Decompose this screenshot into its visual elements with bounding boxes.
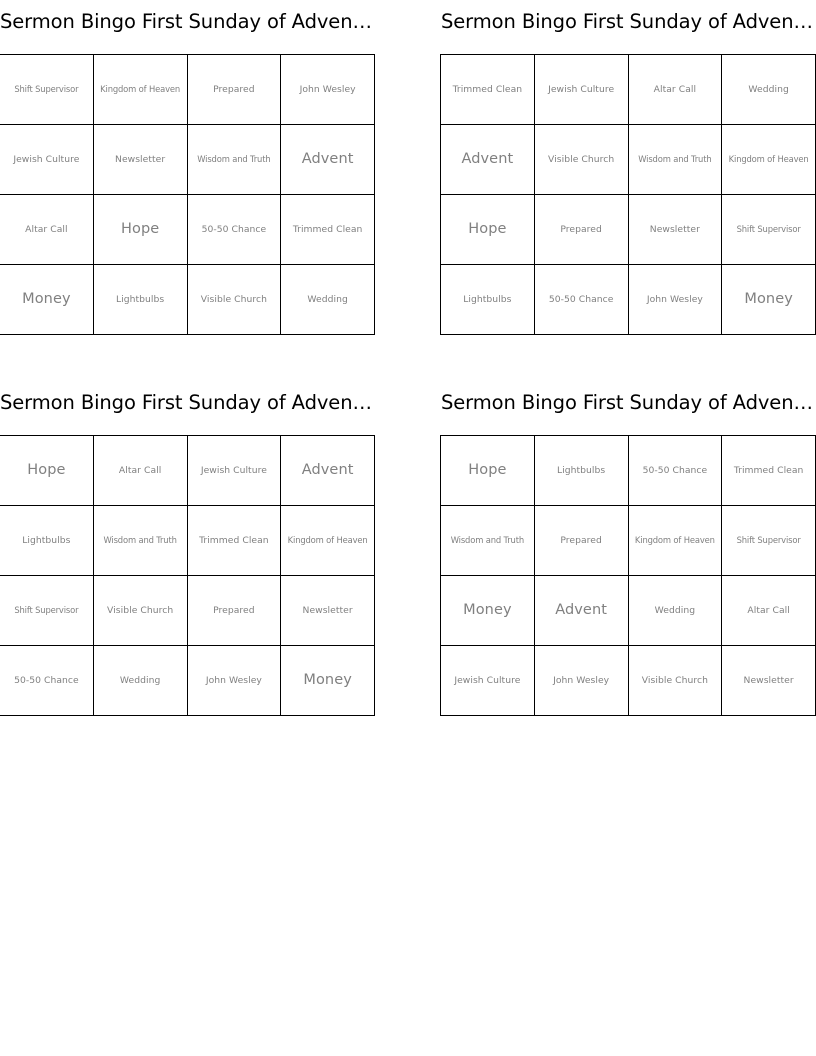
bingo-cell-label: Hope — [120, 221, 160, 238]
bingo-cell-label: Hope — [27, 462, 66, 479]
bingo-cell[interactable] — [188, 576, 282, 646]
bingo-cell[interactable] — [722, 195, 816, 265]
bingo-cell[interactable] — [441, 506, 535, 576]
bingo-cell[interactable] — [722, 576, 816, 646]
bingo-cell[interactable] — [281, 576, 375, 646]
bingo-cell-label: Altar Call — [118, 464, 162, 476]
bingo-cell-label: Wisdom and Truth — [638, 154, 712, 165]
bingo-cell[interactable] — [0, 576, 94, 646]
bingo-cell[interactable] — [441, 125, 535, 195]
bingo-cell[interactable] — [281, 436, 375, 506]
bingo-cell[interactable] — [188, 55, 282, 125]
bingo-cell-label: Wisdom and Truth — [103, 535, 177, 546]
bingo-cell[interactable] — [441, 55, 535, 125]
bingo-grid — [440, 435, 816, 716]
bingo-cell-label: John Wesley — [205, 674, 262, 686]
bingo-cell-label: John Wesley — [553, 674, 610, 686]
bingo-cell-label: Trimmed Clean — [199, 534, 269, 546]
bingo-cell-label: Kingdom of Heaven — [634, 535, 715, 546]
bingo-cell[interactable] — [281, 506, 375, 576]
bingo-cell-label: Advent — [555, 602, 608, 619]
bingo-cell-label: Shift Supervisor — [736, 535, 801, 546]
bingo-cell-label: Wedding — [654, 604, 696, 616]
bingo-cell[interactable] — [0, 265, 94, 335]
bingo-cell[interactable] — [281, 265, 375, 335]
bingo-cell[interactable] — [722, 506, 816, 576]
bingo-cell-label: Kingdom of Heaven — [728, 154, 809, 165]
bingo-cell-label: Kingdom of Heaven — [100, 84, 181, 95]
bingo-cell[interactable] — [629, 436, 723, 506]
bingo-cell-label: Trimmed Clean — [452, 83, 523, 95]
bingo-cell[interactable] — [535, 436, 629, 506]
bingo-cell[interactable] — [629, 55, 723, 125]
bingo-cell-label: Money — [744, 291, 793, 308]
bingo-cell-label: Money — [303, 672, 352, 689]
bingo-cell-label: Visible Church — [200, 293, 267, 305]
bingo-cell-label: Trimmed Clean — [733, 464, 804, 476]
bingo-cell-label: Prepared — [560, 534, 602, 546]
bingo-cell[interactable] — [535, 55, 629, 125]
card-title: Sermon Bingo First Sunday of Adven… — [0, 10, 372, 33]
bingo-cell[interactable] — [0, 436, 94, 506]
bingo-cell[interactable] — [94, 55, 188, 125]
bingo-cell-label: Advent — [461, 151, 514, 168]
bingo-cell-label: John Wesley — [299, 83, 356, 95]
bingo-cell-label: Money — [22, 291, 71, 308]
bingo-cell[interactable] — [722, 646, 816, 716]
bingo-cell-label: Lightbulbs — [22, 534, 71, 546]
bingo-cell-label: John Wesley — [646, 293, 703, 305]
bingo-cell[interactable] — [281, 195, 375, 265]
bingo-cell[interactable] — [535, 195, 629, 265]
bingo-grid — [0, 54, 375, 335]
bingo-cell-label: Wisdom and Truth — [197, 154, 271, 165]
bingo-cell-label: Jewish Culture — [13, 153, 80, 165]
bingo-cell[interactable] — [722, 55, 816, 125]
bingo-cell-label: Advent — [301, 462, 354, 479]
bingo-grid — [440, 54, 816, 335]
bingo-cell[interactable] — [94, 265, 188, 335]
bingo-cell-label: Jewish Culture — [200, 464, 267, 476]
bingo-cell-label: Shift Supervisor — [736, 224, 801, 235]
bingo-cell-label: Wedding — [119, 674, 161, 686]
bingo-cell-label: 50-50 Chance — [14, 674, 79, 686]
bingo-cell[interactable] — [441, 436, 535, 506]
bingo-cell[interactable] — [94, 436, 188, 506]
bingo-cell-label: 50-50 Chance — [642, 464, 708, 476]
bingo-cell-label: Trimmed Clean — [292, 223, 363, 235]
bingo-cell[interactable] — [0, 125, 94, 195]
bingo-cell[interactable] — [441, 265, 535, 335]
bingo-cell[interactable] — [535, 265, 629, 335]
bingo-cell[interactable] — [188, 506, 282, 576]
card-title: Sermon Bingo First Sunday of Adven… — [441, 391, 813, 414]
bingo-cell[interactable] — [441, 195, 535, 265]
bingo-cell[interactable] — [188, 265, 282, 335]
bingo-cell-label: Jewish Culture — [548, 83, 615, 95]
bingo-cell-label: Altar Call — [653, 83, 697, 95]
bingo-cell-label: Newsletter — [115, 153, 166, 165]
bingo-cell[interactable] — [188, 195, 282, 265]
bingo-cell[interactable] — [281, 125, 375, 195]
bingo-cell[interactable] — [0, 195, 94, 265]
bingo-cell-label: Wedding — [748, 83, 789, 95]
bingo-cell-label: Lightbulbs — [556, 464, 606, 476]
bingo-cell[interactable] — [188, 125, 282, 195]
bingo-cell-label: Advent — [301, 151, 354, 168]
bingo-cell[interactable] — [722, 265, 816, 335]
bingo-cell[interactable] — [629, 125, 723, 195]
bingo-cell[interactable] — [629, 265, 723, 335]
bingo-cell-label: Jewish Culture — [454, 674, 521, 686]
bingo-cell-label: Lightbulbs — [115, 293, 165, 305]
bingo-cell[interactable] — [441, 576, 535, 646]
bingo-cell[interactable] — [722, 125, 816, 195]
bingo-cell[interactable] — [535, 125, 629, 195]
bingo-cell[interactable] — [94, 125, 188, 195]
bingo-cell-label: Wedding — [307, 293, 348, 305]
bingo-cell-label: Hope — [468, 221, 507, 238]
bingo-cell-label: Shift Supervisor — [14, 605, 79, 616]
card-title: Sermon Bingo First Sunday of Adven… — [441, 10, 813, 33]
bingo-cell-label: Wisdom and Truth — [450, 535, 525, 546]
bingo-cell-label: Lightbulbs — [463, 293, 512, 305]
bingo-cell-label: Newsletter — [302, 604, 353, 616]
bingo-cell[interactable] — [535, 506, 629, 576]
bingo-cell-label: 50-50 Chance — [201, 223, 267, 235]
bingo-cell[interactable] — [535, 646, 629, 716]
bingo-card-bottom-left — [0, 389, 375, 716]
bingo-cell-label: Money — [463, 602, 512, 619]
bingo-cell[interactable] — [629, 506, 723, 576]
card-title: Sermon Bingo First Sunday of Adven… — [0, 391, 372, 414]
bingo-cell-label: Visible Church — [548, 153, 615, 165]
bingo-cell[interactable] — [94, 646, 188, 716]
bingo-cell-label: Kingdom of Heaven — [287, 535, 368, 546]
bingo-cell[interactable] — [0, 646, 94, 716]
bingo-cell[interactable] — [0, 55, 94, 125]
bingo-cell[interactable] — [94, 195, 188, 265]
bingo-cell[interactable] — [629, 195, 723, 265]
bingo-cell[interactable] — [188, 646, 282, 716]
bingo-cell-label: 50-50 Chance — [548, 293, 614, 305]
bingo-cell[interactable] — [94, 576, 188, 646]
bingo-cell[interactable] — [535, 576, 629, 646]
bingo-cell[interactable] — [441, 646, 535, 716]
bingo-cell-label: Shift Supervisor — [14, 84, 79, 95]
bingo-cell[interactable] — [722, 436, 816, 506]
bingo-card-bottom-right — [440, 389, 816, 716]
bingo-card-top-right — [440, 8, 816, 335]
bingo-cell-label: Newsletter — [743, 674, 794, 686]
bingo-card-top-left — [0, 8, 375, 335]
bingo-cell[interactable] — [94, 506, 188, 576]
bingo-cell[interactable] — [629, 576, 723, 646]
bingo-cell[interactable] — [281, 55, 375, 125]
bingo-cell-label: Prepared — [213, 83, 255, 95]
bingo-cell-label: Altar Call — [747, 604, 790, 616]
bingo-cell-label: Visible Church — [107, 604, 174, 616]
bingo-cell-label: Prepared — [213, 604, 255, 616]
bingo-cell[interactable] — [0, 506, 94, 576]
bingo-cell-label: Altar Call — [25, 223, 68, 235]
bingo-cell-label: Hope — [468, 462, 507, 479]
bingo-cell-label: Newsletter — [649, 223, 700, 235]
bingo-cell[interactable] — [629, 646, 723, 716]
bingo-grid — [0, 435, 375, 716]
bingo-cell[interactable] — [188, 436, 282, 506]
bingo-cell-label: Prepared — [560, 223, 602, 235]
bingo-cell-label: Visible Church — [641, 674, 708, 686]
bingo-cell[interactable] — [281, 646, 375, 716]
